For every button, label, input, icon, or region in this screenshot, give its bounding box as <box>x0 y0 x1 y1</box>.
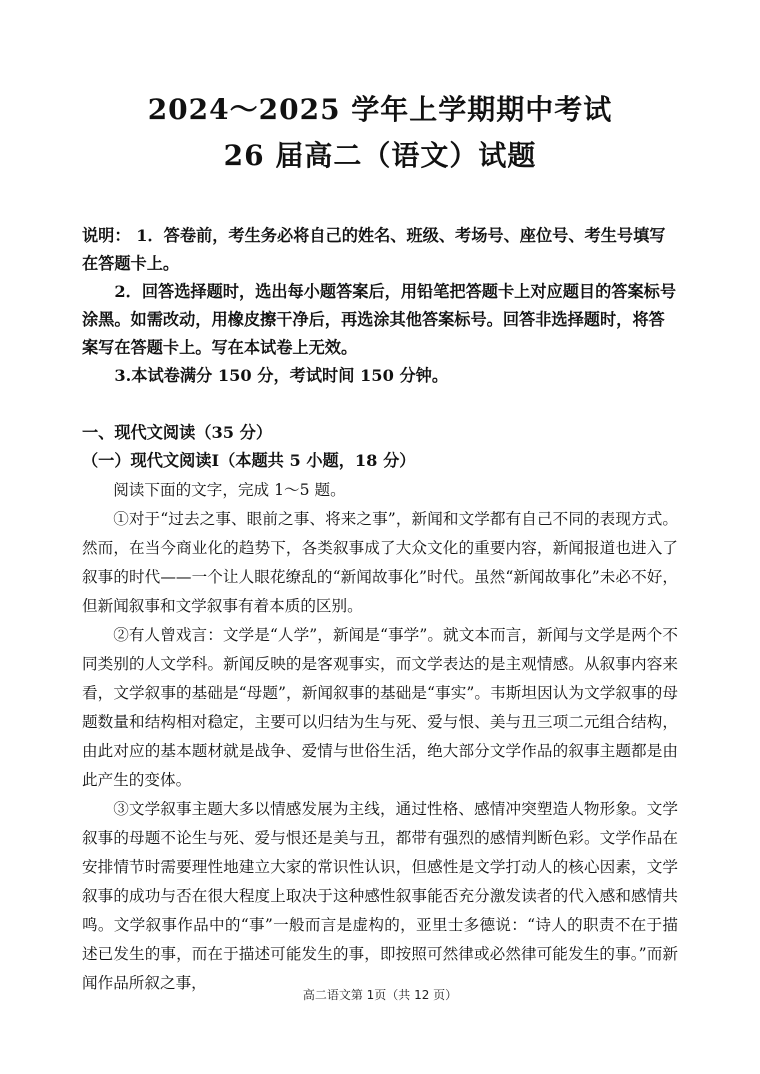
instructions-block <box>82 222 680 390</box>
instruction-item-1: 说明： 1．答卷前，考生务必将自己的姓名、班级、考场号、座位号、考生号填写在答题卡上。 <box>82 226 666 273</box>
page-footer: 高二语文第 1页（共 12 页） <box>302 988 458 1002</box>
passage-paragraph-2: ②有人曾戏言：文学是“人学”，新闻是“事学”。就文本而言，新闻与文学是两个不同类别的人文学科。新闻反映的是客观事实，而文学表达的是主观情感。从叙事内容来看，文学叙事的基础是“母题”，新闻叙事的基础是“事实”。韦斯坦因认为文学叙事的母题数量和结构相对稳定，主要可以归结为生与死、爱与恨、美与丑三项二元组合结构，由此对应的基本题材就是战争、爱情与世俗生活，绝大部分文学作品的叙事主题都是由此产生的变体。 <box>82 626 678 789</box>
passage-paragraph-3: ③文学叙事主题大多以情感发展为主线，通过性格、感情冲突塑造人物形象。文学叙事的母题不论生与死、爱与恨还是美与丑，都带有强烈的感情判断色彩。文学作品在安排情节时需要理性地建立大家的常识性认识，但感性是文学打动人的核心因素，文学叙事的成功与否在很大程度上取决于这种感性叙事能否充分激发读者的代入感和感情共鸣。文学叙事作品中的“事”一般而言是虚构的，亚里士多德说：“诗人的职责不在于描述已发生的事，而在于描述可能发生的事，即按照可然律或必然律可能发生的事。”而新闻作品所叙之事， <box>82 800 678 992</box>
instruction-item-2: 2．回答选择题时，选出每小题答案后，用铅笔把答题卡上对应题目的答案标号涂黑。如需改动，用橡皮擦干净后，再选涂其他答案标号。回答非选择题时，将答案写在答题卡上。写在本试卷上无效。 <box>82 282 677 357</box>
instruction-item-3: 3.本试卷满分 150 分，考试时间 150 分钟。 <box>114 366 449 385</box>
section-subheading: （一）现代文阅读Ⅰ（本题共 5 小题，18 分） <box>82 451 416 470</box>
exam-title: 2024～2025 学年上学期期中考试 <box>147 93 613 126</box>
passage-paragraph-1: ①对于“过去之事、眼前之事、将来之事”，新闻和文学都有自己不同的表现方式。然而，在当今商业化的趋势下，各类叙事成了大众文化的重要内容，新闻报道也进入了叙事的时代——一个让人眼花缭乱的“新闻故事化”时代。虽然“新闻故事化”未必不好，但新闻叙事和文学叙事有着本质的区别。 <box>82 510 678 615</box>
reading-passage <box>82 476 678 998</box>
section-heading: 一、现代文阅读（35 分） <box>82 423 273 442</box>
passage-prompt: 阅读下面的文字，完成 1～5 题。 <box>113 481 346 499</box>
exam-subtitle: 26 届高二（语文）试题 <box>223 139 537 172</box>
